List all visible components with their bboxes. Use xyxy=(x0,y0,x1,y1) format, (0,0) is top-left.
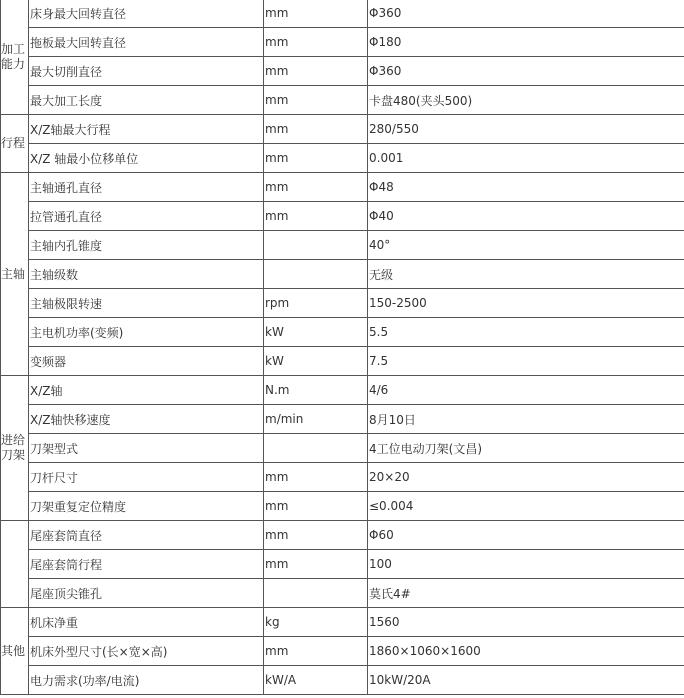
unit-cell: m/min xyxy=(264,405,368,434)
value-cell: ≤0.004 xyxy=(368,492,684,521)
value-cell: Φ48 xyxy=(368,173,684,202)
unit-cell: mm xyxy=(264,463,368,492)
table-row xyxy=(1,492,684,521)
unit-cell: mm xyxy=(264,202,368,231)
param-name-cell: 尾座套筒直径 xyxy=(29,521,264,550)
table-row xyxy=(1,115,684,144)
param-name-cell: 变频器 xyxy=(29,347,264,376)
value-cell: 280/550 xyxy=(368,115,684,144)
unit-cell: mm xyxy=(264,492,368,521)
table-row xyxy=(1,405,684,434)
table-row xyxy=(1,231,684,260)
param-name-cell: 刀杆尺寸 xyxy=(29,463,264,492)
param-name-cell: X/Z轴 xyxy=(29,376,264,405)
unit-cell: kg xyxy=(264,608,368,637)
table-row xyxy=(1,608,684,637)
table-row xyxy=(1,289,684,318)
value-cell: 1560 xyxy=(368,608,684,637)
param-name-cell: 尾座套筒行程 xyxy=(29,550,264,579)
unit-cell: mm xyxy=(264,115,368,144)
value-cell: 10kW/20A xyxy=(368,666,684,695)
unit-cell: kW xyxy=(264,347,368,376)
value-cell: 0.001 xyxy=(368,144,684,173)
value-cell: 150-2500 xyxy=(368,289,684,318)
table-row xyxy=(1,318,684,347)
unit-cell: mm xyxy=(264,28,368,57)
param-name-cell: 最大加工长度 xyxy=(29,86,264,115)
value-cell: Φ360 xyxy=(368,57,684,86)
unit-cell: mm xyxy=(264,521,368,550)
unit-cell: mm xyxy=(264,0,368,28)
value-cell: Φ60 xyxy=(368,521,684,550)
unit-cell: mm xyxy=(264,86,368,115)
unit-cell xyxy=(264,434,368,463)
param-name-cell: 刀架型式 xyxy=(29,434,264,463)
param-name-cell: 主轴级数 xyxy=(29,260,264,289)
param-name-cell: 尾座顶尖锥孔 xyxy=(29,579,264,608)
value-cell: 100 xyxy=(368,550,684,579)
value-cell: 7.5 xyxy=(368,347,684,376)
param-name-cell: 主轴极限转速 xyxy=(29,289,264,318)
table-row xyxy=(1,347,684,376)
value-cell: 4/6 xyxy=(368,376,684,405)
value-cell: Φ180 xyxy=(368,28,684,57)
value-cell: 5.5 xyxy=(368,318,684,347)
table-row xyxy=(1,260,684,289)
unit-cell: mm xyxy=(264,144,368,173)
table-row xyxy=(1,463,684,492)
param-name-cell: 主轴通孔直径 xyxy=(29,173,264,202)
param-name-cell: 机床外型尺寸(长×宽×高) xyxy=(29,637,264,666)
table-row xyxy=(1,86,684,115)
table-row xyxy=(1,202,684,231)
value-cell: 卡盘480(夹头500) xyxy=(368,86,684,115)
value-cell: Φ360 xyxy=(368,0,684,28)
table-row xyxy=(1,57,684,86)
param-name-cell: 电力需求(功率/电流) xyxy=(29,666,264,695)
param-name-cell: 最大切削直径 xyxy=(29,57,264,86)
value-cell: 8月10日 xyxy=(368,405,684,434)
unit-cell: kW xyxy=(264,318,368,347)
category-label: 进给刀架 xyxy=(1,376,29,521)
category-label: 加工能力 xyxy=(1,0,29,115)
unit-cell xyxy=(264,231,368,260)
table-row xyxy=(1,173,684,202)
spec-table-body xyxy=(1,0,684,695)
value-cell: 莫氏4# xyxy=(368,579,684,608)
unit-cell: mm xyxy=(264,57,368,86)
value-cell: Φ40 xyxy=(368,202,684,231)
table-row xyxy=(1,637,684,666)
value-cell: 4工位电动刀架(文昌) xyxy=(368,434,684,463)
table-row xyxy=(1,0,684,28)
table-row xyxy=(1,434,684,463)
value-cell: 40° xyxy=(368,231,684,260)
param-name-cell: 机床净重 xyxy=(29,608,264,637)
category-label: 其他 xyxy=(1,608,29,695)
category-label: 主轴 xyxy=(1,173,29,376)
table-row xyxy=(1,550,684,579)
unit-cell xyxy=(264,260,368,289)
param-name-cell: 拖板最大回转直径 xyxy=(29,28,264,57)
unit-cell: rpm xyxy=(264,289,368,318)
table-row xyxy=(1,28,684,57)
param-name-cell: X/Z轴最大行程 xyxy=(29,115,264,144)
table-row xyxy=(1,144,684,173)
category-label xyxy=(1,521,29,608)
table-row xyxy=(1,579,684,608)
unit-cell: N.m xyxy=(264,376,368,405)
param-name-cell: X/Z 轴最小位移单位 xyxy=(29,144,264,173)
table-row xyxy=(1,666,684,695)
table-row xyxy=(1,521,684,550)
value-cell: 1860×1060×1600 xyxy=(368,637,684,666)
param-name-cell: 主轴内孔锥度 xyxy=(29,231,264,260)
unit-cell: mm xyxy=(264,637,368,666)
unit-cell xyxy=(264,579,368,608)
unit-cell: mm xyxy=(264,173,368,202)
param-name-cell: 主电机功率(变频) xyxy=(29,318,264,347)
unit-cell: mm xyxy=(264,550,368,579)
value-cell: 20×20 xyxy=(368,463,684,492)
param-name-cell: 刀架重复定位精度 xyxy=(29,492,264,521)
unit-cell: kW/A xyxy=(264,666,368,695)
param-name-cell: 拉管通孔直径 xyxy=(29,202,264,231)
table-row xyxy=(1,376,684,405)
value-cell: 无级 xyxy=(368,260,684,289)
category-label: 行程 xyxy=(1,115,29,173)
param-name-cell: 床身最大回转直径 xyxy=(29,0,264,28)
param-name-cell: X/Z轴快移速度 xyxy=(29,405,264,434)
